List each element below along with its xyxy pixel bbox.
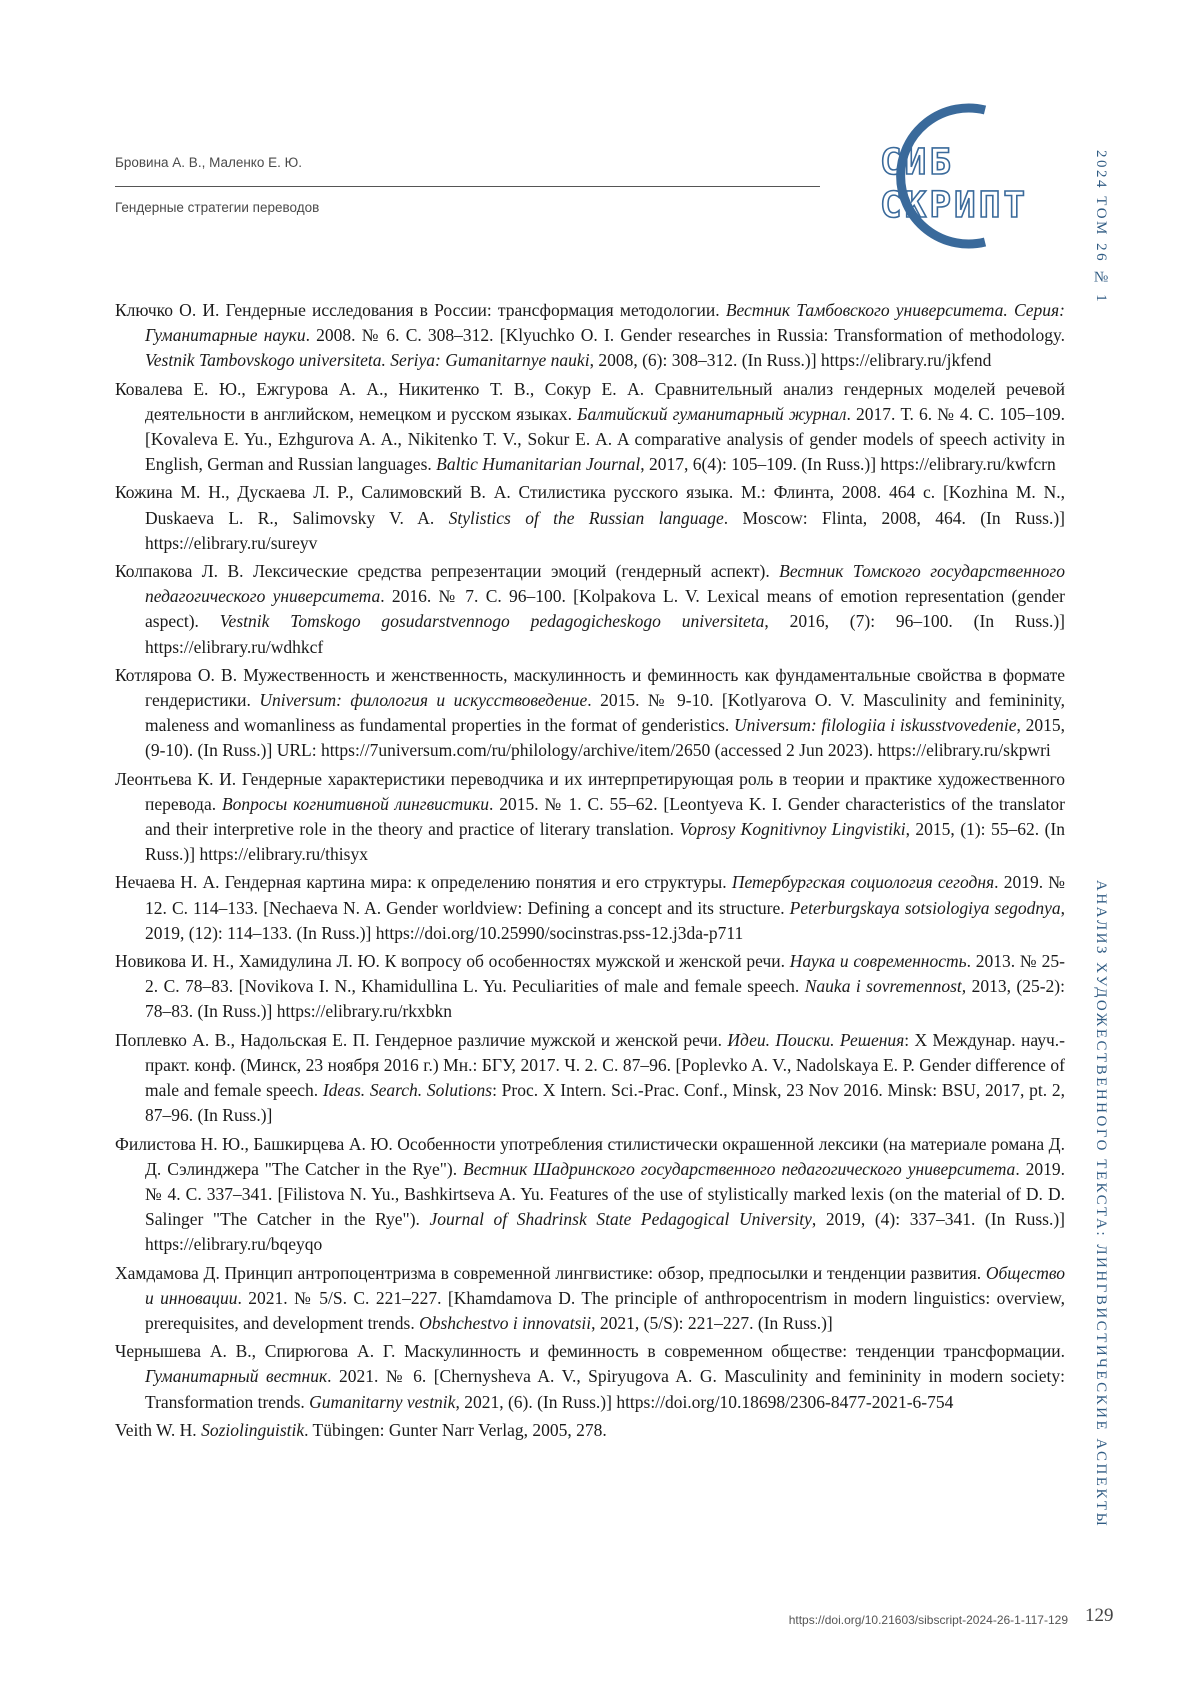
reference-source-title: Journal of Shadrinsk State Pedagogical University: [429, 1209, 812, 1230]
reference-entry: [115, 767, 1065, 868]
reference-entry: [115, 1132, 1065, 1258]
running-header-authors: Бровина А. В., Маленко Е. Ю.: [115, 155, 303, 170]
reference-source-title: Балтийский гуманитарный журнал: [577, 403, 847, 424]
reference-text: Котлярова О. В. Мужественность и женственность, маскулинность и феминность как фундаментальные свойства в формате гендеристики.: [115, 664, 1065, 711]
running-header-article-title: Гендерные стратегии переводов: [115, 200, 320, 215]
reference-source-title: Obshchestvo i innovatsii: [419, 1312, 592, 1333]
reference-source-title: Stylistics of the Russian language: [448, 507, 724, 528]
reference-text: Нечаева Н. А. Гендерная картина мира: к определению понятия и его структуры.: [115, 872, 732, 893]
reference-text: Филистова Н. Ю., Башкирцева А. Ю. Особенности употребления стилистически окрашенной лексики (на материале романа Д. Д. Сэлинджера "The Catcher in the Rye").: [115, 1133, 1065, 1179]
reference-source-title: Gumanitarny vestnik: [309, 1391, 456, 1412]
reference-text: , 2008, (6): 308–312. (In Russ.)] https://elibrary.ru/jkfend: [589, 350, 992, 371]
reference-source-title: Baltic Humanitarian Journal: [436, 454, 641, 475]
reference-source-title: Vestnik Tomskogo gosudarstvennogo pedagogicheskogo universiteta: [219, 611, 765, 632]
reference-entry: [115, 377, 1065, 478]
reference-text: , 2019, (12): 114–133. (In Russ.)] https://doi.org/10.25990/socinstras.pss-12.j3da-p711: [145, 897, 1065, 943]
reference-text: Хамдамова Д. Принцип антропоцентризма в современной лингвистике: обзор, предпосылки и тенденции развития.: [115, 1262, 986, 1283]
reference-text: Кожина М. Н., Дускаева Л. Р., Салимовский В. А. Стилистика русского языка. М.: Флинта, 2008. 464 с. [Kozhina M. N., Duskaeva L. R., Salimovsky V. A.: [115, 482, 1065, 528]
reference-entry: [115, 298, 1065, 374]
reference-text: , 2021, (6). (In Russ.)] https://doi.org/10.18698/2306-8477-2021-6-754: [455, 1391, 954, 1412]
reference-text: , 2017, 6(4): 105–109. (In Russ.)] https://elibrary.ru/kwfcrn: [640, 454, 1056, 475]
reference-text: . 2015. № 9-10. [Kotlyarova O. V. Masculinity and femininity, maleness and womanliness as fundamental properties in the format of genderistics.: [145, 690, 1066, 736]
reference-text: . 2021. № 6. [Chernysheva A. V., Spiryugova A. G. Masculinity and femininity in modern society: Transformation trends.: [145, 1366, 1065, 1412]
journal-logo: [835, 102, 1070, 252]
reference-text: , 2016, (7): 96–100. (In Russ.)] https://elibrary.ru/wdhkcf: [145, 611, 1066, 657]
sidebar-section-title: АНАЛИЗ ХУДОЖЕСТВЕННОГО ТЕКСТА: ЛИНГВИСТИЧЕСКИЕ АСПЕКТЫ: [1093, 880, 1109, 1529]
reference-text: Леонтьева К. И. Гендерные характеристики переводчика и их интерпретирующая роль в теории и практике художественного перевода.: [115, 768, 1065, 814]
reference-text: . Tübingen: Gunter Narr Verlag, 2005, 278.: [304, 1419, 607, 1440]
reference-source-title: Ideas. Search. Solutions: [322, 1080, 493, 1101]
reference-text: , 2015, (9-10). (In Russ.)] URL: https://7universum.com/ru/philology/archive/item/2650 (accessed 2 Jun 2023). https://elibrary.ru/skpwri: [145, 715, 1066, 761]
reference-entry: [115, 949, 1065, 1025]
reference-text: 2013, (25-2): 78–83. (In Russ.)] https://elibrary.ru/rkxbkn: [145, 976, 1065, 1022]
reference-source-title: Soziolinguistik: [201, 1419, 305, 1440]
reference-source-title: Vestnik Tambovskogo universiteta. Seriya: Gumanitarnye nauki: [145, 350, 590, 371]
footer-doi: https://doi.org/10.21603/sibscript-2024-26-1-117-129: [788, 1613, 1068, 1627]
reference-text: : Proc. X Intern. Sci.-Prac. Conf., Minsk, 23 Nov 2016. Minsk: BSU, 2017, pt. 2, 87–96. (In Russ.)]: [145, 1080, 1065, 1126]
reference-text: . 2017. Т. 6. № 4. С. 105–109. [Kovaleva E. Yu., Ezhgurova A. A., Nikitenko T. V., Sokur E. A. A comparative analysis of gender models of speech activity in English, German and Russian languages.: [145, 403, 1065, 475]
reference-entry: [115, 1418, 1065, 1443]
reference-text: Ковалева Е. Ю., Ежгурова А. А., Никитенко Т. В., Сокур Е. А. Сравнительный анализ гендерных моделей речевой деятельности в английском, немецком и русском языках.: [115, 378, 1065, 424]
logo-line1: СИБ: [880, 142, 955, 183]
reference-text: . 2019. № 12. С. 114–133. [Nechaeva N. A. Gender worldview: Defining a concept and its structure.: [145, 872, 1065, 918]
reference-source-title: Наука и современность: [789, 951, 967, 972]
reference-entry: [115, 559, 1065, 660]
reference-text: Чернышева А. В., Спирюгова А. Г. Маскулинность и феминность в современном обществе: тенденции трансформации.: [115, 1341, 1065, 1362]
reference-source-title: Voprosy Kognitivnoy Lingvistiki: [679, 819, 906, 840]
reference-source-title: Вестник Шадринского государственного педагогического университета: [463, 1158, 1016, 1179]
reference-text: . 2016. № 7. С. 96–100. [Kolpakova L. V. Lexical means of emotion representation (gender aspect).: [145, 586, 1065, 632]
reference-text: : X Междунар. науч.-практ. конф. (Минск, 23 ноября 2016 г.) Мн.: БГУ, 2017. Ч. 2. С. 87–96. [Poplevko A. V., Nadolskaya E. P. Gender difference of male and female speech.: [145, 1029, 1065, 1101]
reference-entry: [115, 480, 1065, 556]
reference-source-title: Гуманитарный вестник: [145, 1366, 328, 1387]
reference-source-title: Вопросы когнитивной лингвистики: [221, 793, 490, 814]
reference-source-title: Nauka i sovremennost,: [804, 976, 967, 997]
reference-text: Колпакова Л. В. Лексические средства репрезентации эмоций (гендерный аспект).: [115, 561, 780, 582]
logo-line2: СКРИПТ: [880, 185, 1029, 226]
reference-source-title: Вестник Томского государственного педагогического университета: [145, 561, 1065, 607]
reference-text: . Moscow: Flinta, 2008, 464. (In Russ.)] https://elibrary.ru/sureyv: [145, 507, 1066, 553]
reference-source-title: Вестник Тамбовского университета. Серия: Гуманитарные науки: [145, 300, 1065, 346]
reference-entry: [115, 1028, 1065, 1129]
reference-source-title: Peterburgskaya sotsiologiya segodnya: [789, 897, 1061, 918]
reference-text: Veith W. H.: [115, 1419, 202, 1440]
reference-source-title: Общество и инновации: [145, 1262, 1065, 1308]
header-divider: [115, 186, 820, 187]
reference-text: . 2008. № 6. С. 308–312. [Klyuchko O. I. Gender researches in Russia: Transformation of methodology.: [305, 325, 1065, 346]
reference-entry: [115, 1339, 1065, 1415]
reference-text: Ключко О. И. Гендерные исследования в России: трансформация методологии.: [115, 300, 726, 320]
reference-text: Поплевко А. В., Надольская Е. П. Гендерное различие мужской и женской речи.: [115, 1029, 728, 1050]
reference-entry: [115, 663, 1065, 764]
reference-source-title: Universum: филология и искусствоведение: [259, 690, 588, 711]
reference-text: . 2013. № 25-2. С. 78–83. [Novikova I. N., Khamidullina L. Yu. Peculiarities of male and female speech.: [145, 951, 1065, 997]
reference-text: . 2019. № 4. С. 337–341. [Filistova N. Yu., Bashkirtseva A. Yu. Features of the use of stylistically marked lexis (on the material of D. D. Salinger "The Catcher in the Rye").: [145, 1158, 1065, 1230]
reference-text: . 2015. № 1. С. 55–62. [Leontyeva K. I. Gender characteristics of the translator and their interpretive role in the theory and practice of literary translation.: [145, 793, 1065, 840]
reference-entry: [115, 1261, 1065, 1337]
reference-list: [115, 298, 1065, 1446]
sidebar-issue: 2024 ТОМ 26 № 1: [1093, 150, 1109, 305]
reference-text: , 2019, (4): 337–341. (In Russ.)] https://elibrary.ru/bqeyqo: [145, 1209, 1065, 1255]
reference-text: , 2021, (5/S): 221–227. (In Russ.)]: [591, 1312, 833, 1333]
page-number: 129: [1085, 1605, 1114, 1626]
reference-text: , 2015, (1): 55–62. (In Russ.)] https://elibrary.ru/thisyx: [145, 819, 1065, 865]
reference-source-title: Universum: filologiia i iskusstvovedenie: [734, 715, 1017, 736]
reference-text: Новикова И. Н., Хамидулина Л. Ю. К вопросу об особенностях мужской и женской речи.: [115, 951, 790, 972]
reference-entry: [115, 870, 1065, 946]
reference-source-title: Идеи. Поиски. Решения: [727, 1029, 905, 1050]
reference-text: . 2021. № 5/S. С. 221–227. [Khamdamova D. The principle of anthropocentrism in modern linguistics: overview, prerequisites, and development trends.: [145, 1287, 1065, 1333]
reference-source-title: Петербургская социология сегодня: [731, 872, 995, 893]
